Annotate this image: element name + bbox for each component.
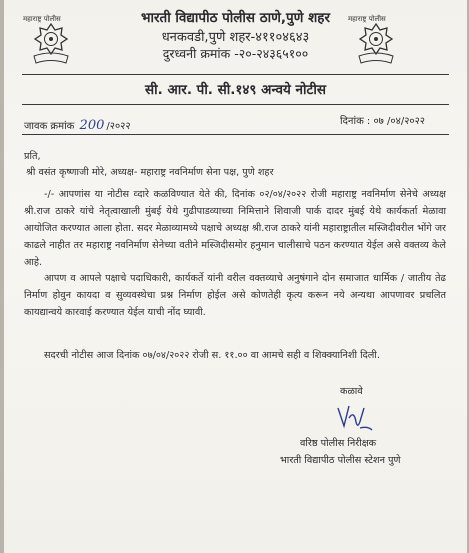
signatory-station: भारती विद्यापीठ पोलीस स्टेशन पुणे (280, 455, 401, 466)
signatory-designation: वरिष्ठ पोलीस निरीक्षक (300, 438, 377, 449)
outward-handwritten-number: 200 (79, 118, 105, 133)
subheader-divider (22, 134, 449, 135)
office-phone: दुरध्वनी क्रमांक -२०-२४३६५१०० (162, 46, 309, 61)
notice-title: सी. आर. पी. सी.१४९ अन्वये नोटीस (145, 82, 326, 98)
seal-text-left: महाराष्ट्र पोलीस (23, 15, 61, 23)
seal-text-right: महाराष्ट्र पोलीस (348, 15, 386, 23)
paragraph-2: आपण व आपले पक्षाचे पदाधिकारी, कार्यकर्ते यांनी वरील वक्तव्याचे अनुषंगाने दोन समाजात धार्मिक / जातीय तेढ निर्माण होवुन कायदा व सुव्यवस्थेचा प्रश्न निर्माण होईल असे कोणतेही कृत्य करून नये अन्यथा आपणावर प्रचलित कायद्यान्वये कारवाई करण्यात येईल याची नोंद घ्यावी. (24, 273, 446, 318)
office-name: भारती विद्यापीठ पोलीस ठाणे,पुणे शहर (141, 10, 330, 26)
notice-date: दिनांक : ०७ /०४/२०२२ (340, 116, 425, 127)
salutation: प्रति, (24, 151, 41, 162)
signature (334, 400, 374, 434)
paragraph-1: -/- आपणांस या नोटीस व्दारे कळविण्यात येते की, दिनांक ०२/०४/२०२२ रोजी महाराष्ट्र नवनिर्माण सेनेचे अध्यक्ष श्री.राज ठाकरे यांचे नेतृत्वाखाली मुंबई येथे गुढीपाडव्याच्या निमित्ताने शिवाजी पार्क दादर मुंबई येथे कार्यकर्ता मेळावा आयोजित करण्यात आला होता. सदर मेळाव्यामध्ये पक्षाचे अध्यक्ष श्री.राज ठाकरे यांनी महाराष्ट्रातील मस्जिदीवरील भोंगे जर काढले नाहीत तर महाराष्ट्र नवनिर्माण सेनेच्या वतीने मस्जिदीसमोर हनुमान चालीसाचे पठन करण्यात येईल असे वक्तव्य केले आहे. (24, 189, 446, 268)
notice-document (4, 0, 467, 553)
addressee: श्री वसंत कृष्णाजी मोरे, अध्यक्ष- महाराष्ट्र नवनिर्माण सेना पक्ष, पुणे शहर (26, 167, 274, 178)
outward-label: जावक क्रमांक (24, 121, 75, 132)
outward-number (24, 118, 131, 133)
header-divider-top (22, 74, 449, 75)
outward-year: /२०२२ (106, 121, 131, 132)
closing-kalave: कळावे (340, 386, 363, 397)
header-divider-bottom (22, 104, 449, 105)
office-address: धनकवडी,पुणे शहर-४११०४६४३ (161, 30, 310, 45)
handwritten-signature-icon (334, 400, 374, 434)
paragraph-3: सदरची नोटीस आज दिनांक ०७/०४/२०२२ रोजी स. ११.०० वा आमचे सही व शिक्क्यानिशी दिली. (44, 350, 380, 361)
